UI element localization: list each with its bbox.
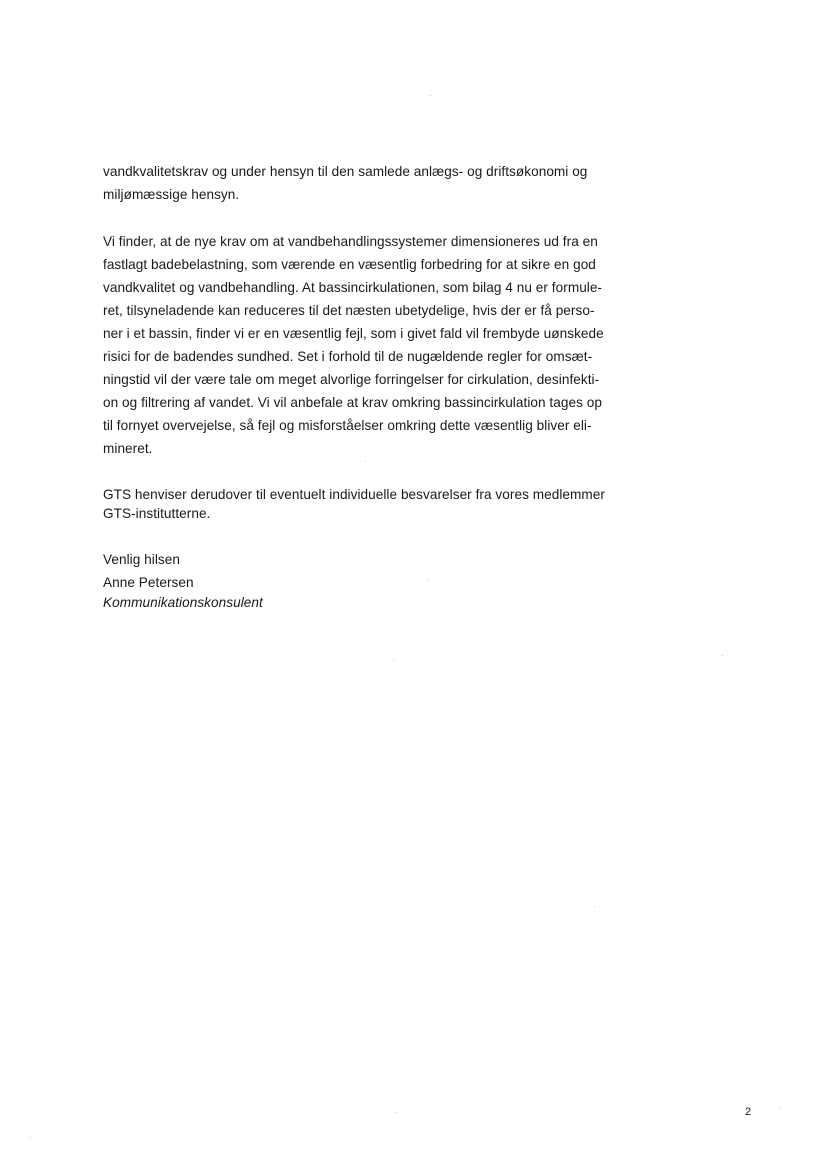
- paragraph-2-line-8: on og filtrering af vandet. Vi vil anbefale at krav omkring bassincirkulation tages op: [103, 395, 602, 410]
- paragraph-2-line-9: til fornyet overvejelse, så fejl og misforståelser omkring dette væsentlig bliver eli-: [103, 418, 592, 433]
- page-number: 2: [745, 1106, 752, 1118]
- scan-speck: [365, 461, 366, 462]
- scan-speck: [780, 1108, 781, 1109]
- scan-speck: [428, 580, 429, 581]
- signer-title: Kommunikationskonsulent: [103, 595, 263, 610]
- scan-speck: [430, 95, 431, 96]
- paragraph-2-line-6: risici for de badendes sundhed. Set i forhold til de nugældende regler for omsæt-: [103, 349, 593, 364]
- paragraph-2-line-10: mineret.: [103, 441, 153, 456]
- closing-salutation: Venlig hilsen: [103, 552, 180, 567]
- scan-speck: [722, 655, 723, 656]
- scan-speck: [30, 1137, 31, 1138]
- paragraph-2-line-7: ningstid vil der være tale om meget alvorlige forringelser for cirkulation, desinfekti-: [103, 372, 600, 387]
- scan-speck: [594, 906, 595, 907]
- scan-speck: [395, 1112, 396, 1113]
- scan-speck: [393, 660, 394, 661]
- paragraph-2-line-2: fastlagt badebelastning, som værende en væsentlig forbedring for at sikre en god: [103, 257, 596, 272]
- paragraph-3-line-1: GTS henviser derudover til eventuelt individuelle besvarelser fra vores medlemmer: [103, 487, 605, 502]
- paragraph-2-line-1: Vi finder, at de nye krav om at vandbehandlingssystemer dimensioneres ud fra en: [103, 234, 598, 249]
- paragraph-2-line-5: ner i et bassin, finder vi er en væsentlig fejl, som i givet fald vil frembyde uønskede: [103, 326, 604, 341]
- paragraph-1-line-1: vandkvalitetskrav og under hensyn til den samlede anlægs- og driftsøkonomi og: [103, 164, 588, 179]
- paragraph-1-line-2: miljømæssige hensyn.: [103, 187, 240, 202]
- signer-name: Anne Petersen: [103, 575, 194, 590]
- paragraph-2-line-3: vandkvalitet og vandbehandling. At bassincirkulationen, som bilag 4 nu er formule-: [103, 280, 603, 295]
- paragraph-2-line-4: ret, tilsyneladende kan reduceres til det næsten ubetydelige, hvis der er få perso-: [103, 303, 595, 318]
- paragraph-3-line-2: GTS-institutterne.: [103, 506, 211, 521]
